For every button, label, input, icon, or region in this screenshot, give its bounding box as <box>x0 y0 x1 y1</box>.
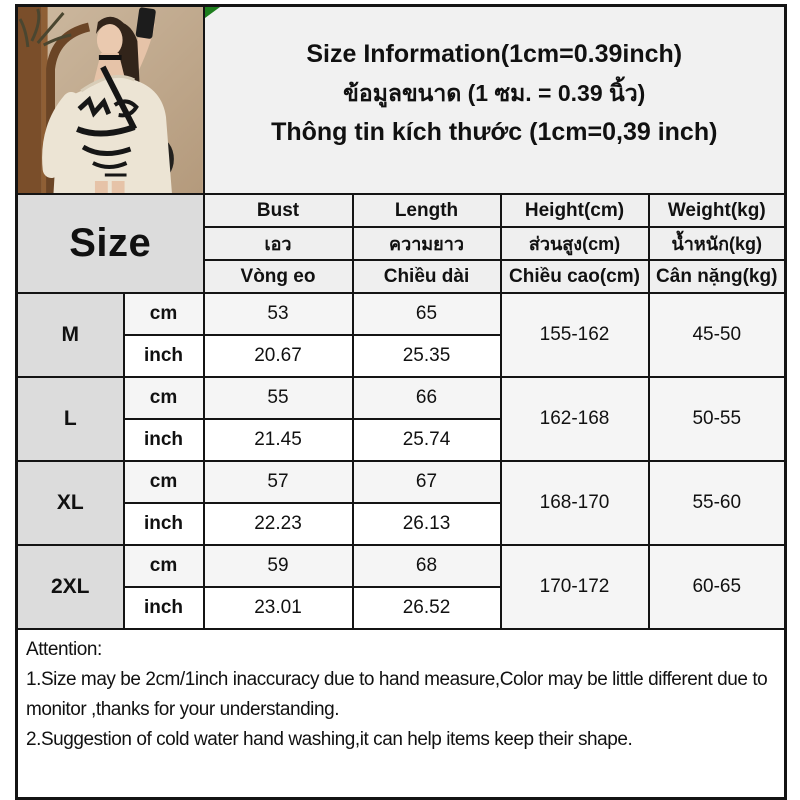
size-label-m: M <box>17 293 124 377</box>
col-header-length-en: Length <box>353 194 501 227</box>
col-header-bust-th: เอว <box>204 227 353 260</box>
l-weight: 50-55 <box>649 377 786 461</box>
unit-cm: cm <box>124 545 204 587</box>
col-header-height-th: ส่วนสูง(cm) <box>501 227 649 260</box>
l-bust-inch: 21.45 <box>204 419 353 461</box>
l-height: 162-168 <box>501 377 649 461</box>
unit-inch: inch <box>124 335 204 377</box>
2xl-weight: 60-65 <box>649 545 786 629</box>
l-length-inch: 25.74 <box>353 419 501 461</box>
product-photo <box>18 7 203 193</box>
m-weight: 45-50 <box>649 293 786 377</box>
l-bust-cm: 55 <box>204 377 353 419</box>
attention-note <box>17 629 786 798</box>
size-chart-sheet <box>15 4 784 800</box>
xl-bust-inch: 22.23 <box>204 503 353 545</box>
xl-height: 168-170 <box>501 461 649 545</box>
leg <box>112 181 125 193</box>
m-length-inch: 25.35 <box>353 335 501 377</box>
2xl-bust-inch: 23.01 <box>204 587 353 629</box>
green-corner-marker <box>205 7 220 18</box>
col-header-height-en: Height(cm) <box>501 194 649 227</box>
size-label-l: L <box>17 377 124 461</box>
title-english: Size Information(1cm=0.39inch) <box>306 39 683 68</box>
title-cell <box>204 6 786 195</box>
m-bust-cm: 53 <box>204 293 353 335</box>
col-header-height-vi: Chiều cao(cm) <box>501 260 649 293</box>
xl-weight: 55-60 <box>649 461 786 545</box>
size-table <box>15 4 787 800</box>
attention-line-2: 2.Suggestion of cold water hand washing,it can help items keep their shape. <box>26 729 633 750</box>
xl-length-cm: 67 <box>353 461 501 503</box>
title-block <box>205 35 785 166</box>
m-height: 155-162 <box>501 293 649 377</box>
leg <box>95 181 108 193</box>
m-bust-inch: 20.67 <box>204 335 353 377</box>
2xl-length-cm: 68 <box>353 545 501 587</box>
col-header-weight-vi: Cân nặng(kg) <box>649 260 786 293</box>
size-column-header: Size <box>17 194 204 293</box>
unit-inch: inch <box>124 503 204 545</box>
size-label-xl: XL <box>17 461 124 545</box>
2xl-length-inch: 26.52 <box>353 587 501 629</box>
col-header-weight-en: Weight(kg) <box>649 194 786 227</box>
unit-cm: cm <box>124 293 204 335</box>
l-length-cm: 66 <box>353 377 501 419</box>
attention-heading: Attention: <box>26 639 102 660</box>
unit-inch: inch <box>124 419 204 461</box>
attention-line-1: 1.Size may be 2cm/1inch inaccuracy due to hand measure,Color may be little different due to monitor ,thanks for your understanding. <box>26 669 768 720</box>
choker <box>99 55 122 60</box>
2xl-bust-cm: 59 <box>204 545 353 587</box>
unit-cm: cm <box>124 461 204 503</box>
unit-inch: inch <box>124 587 204 629</box>
m-length-cm: 65 <box>353 293 501 335</box>
xl-bust-cm: 57 <box>204 461 353 503</box>
col-header-bust-vi: Vòng eo <box>204 260 353 293</box>
col-header-weight-th: น้ำหนัก(kg) <box>649 227 786 260</box>
unit-cm: cm <box>124 377 204 419</box>
title-vietnamese: Thông tin kích thước (1cm=0,39 inch) <box>271 117 718 146</box>
wood-wall <box>18 7 42 193</box>
size-label-2xl: 2XL <box>17 545 124 629</box>
col-header-bust-en: Bust <box>204 194 353 227</box>
col-header-length-vi: Chiều dài <box>353 260 501 293</box>
col-header-length-th: ความยาว <box>353 227 501 260</box>
title-thai: ข้อมูลขนาด (1 ซม. = 0.39 นิ้ว) <box>343 79 646 106</box>
face <box>97 24 123 56</box>
2xl-height: 170-172 <box>501 545 649 629</box>
product-photo-cell <box>17 6 204 195</box>
xl-length-inch: 26.13 <box>353 503 501 545</box>
